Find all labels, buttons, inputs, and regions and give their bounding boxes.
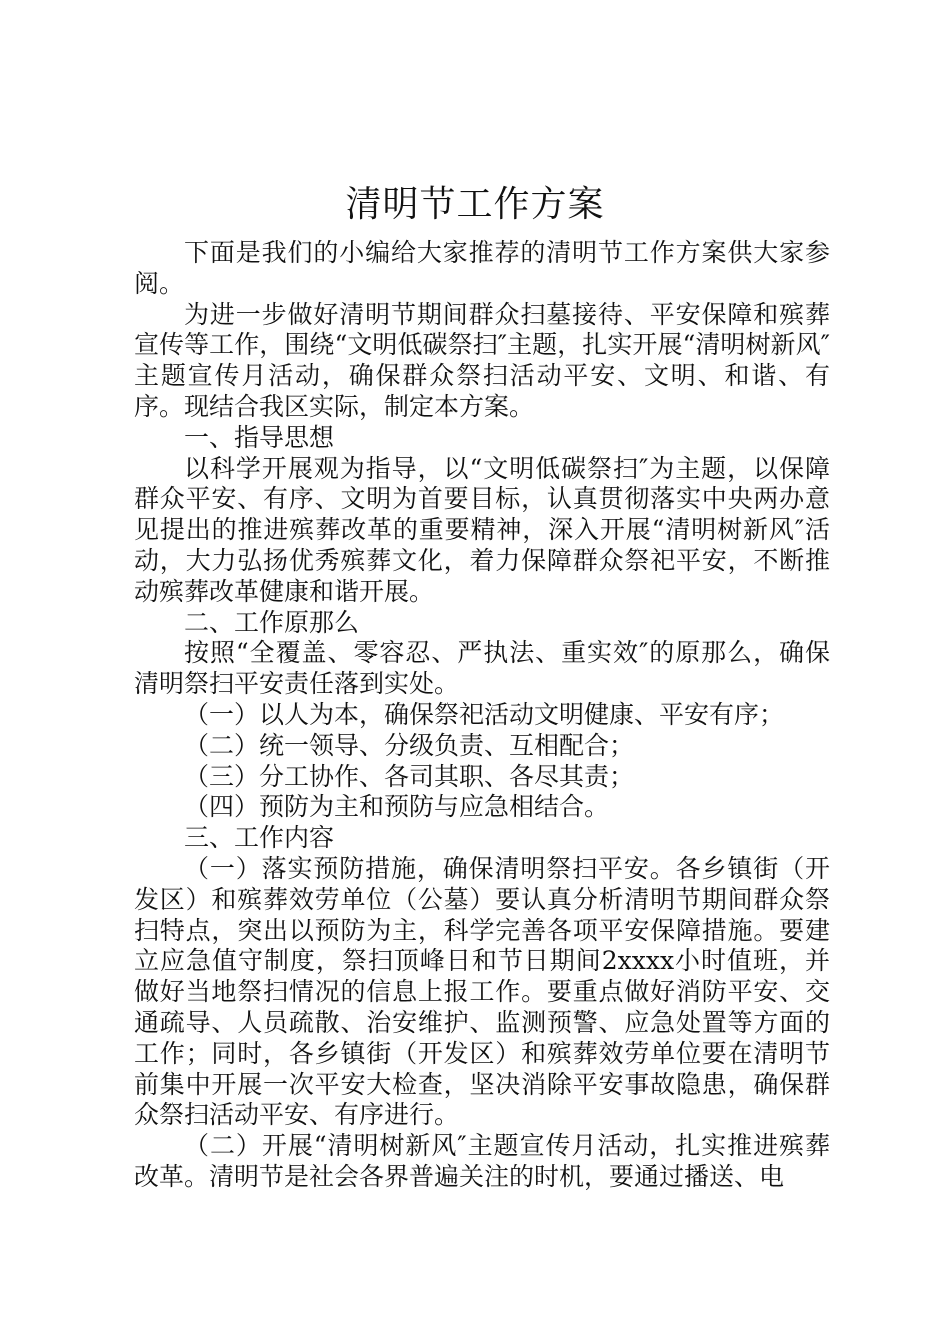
principle-item-2: （二）统一领导、分级负责、互相配合；: [184, 730, 635, 760]
principle-item-3: （三）分工协作、各司其职、各尽其责；: [184, 761, 635, 791]
principle-item-1: （一）以人为本，确保祭祀活动文明健康、平安有序；: [184, 699, 785, 729]
principle-item-4: （四）预防为主和预防与应急相结合。: [184, 792, 610, 822]
paragraph-work-principle: 按照“全覆盖、零容忍、严执法、重实效″的原那么，确保清明祭扫平安责任落到实处。: [134, 638, 830, 699]
paragraph-content-1: （一）落实预防措施，确保清明祭扫平安。各乡镇街（开发区）和殡葬效劳单位（公墓）要认真分析清明节期间群众祭扫特点，突出以预防为主，科学完善各项平安保障措施。要建立应急值守制度，祭扫顶峰日和节日期间2xxxx小时值班，并做好当地祭扫情况的信息上报工作。要重点做好消防平安、交通疏导、人员疏散、治安维护、监测预警、应急处置等方面的工作；同时，各乡镇街（开发区）和殡葬效劳单位要在清明节前集中开展一次平安大检查，坚决消除平安事故隐患，确保群众祭扫活动平安、有序进行。: [134, 853, 830, 1130]
heading-work-principle: 二、工作原那么: [184, 607, 360, 637]
paragraph-guiding-thought: 以科学开展观为指导，以“文明低碳祭扫″为主题，以保障群众平安、有序、文明为首要目标，认真贯彻落实中央两办意见提出的推进殡葬改革的重要精神，深入开展“清明树新风″活动，大力弘扬优秀殡葬文化，着力保障群众祭祀平安，不断推动殡葬改革健康和谐开展。: [134, 453, 830, 606]
paragraph-intro: 下面是我们的小编给大家推荐的清明节工作方案供大家参阅。: [134, 238, 830, 298]
document-title: 清明节工作方案: [345, 184, 605, 225]
heading-guiding-thought: 一、指导思想: [184, 422, 335, 452]
paragraph-content-2: （二）开展“清明树新风″主题宣传月活动，扎实推进殡葬改革。清明节是社会各界普遍关注的时机，要通过播送、电: [134, 1131, 830, 1191]
document-body: [134, 238, 830, 1193]
paragraph-purpose: 为进一步做好清明节期间群众扫墓接待、平安保障和殡葬宣传等工作，围绕“文明低碳祭扫″主题，扎实开展“清明树新风″主题宣传月活动，确保群众祭扫活动平安、文明、和谐、有序。现结合我区实际，制定本方案。: [134, 299, 830, 421]
heading-work-content: 三、工作内容: [184, 823, 335, 853]
